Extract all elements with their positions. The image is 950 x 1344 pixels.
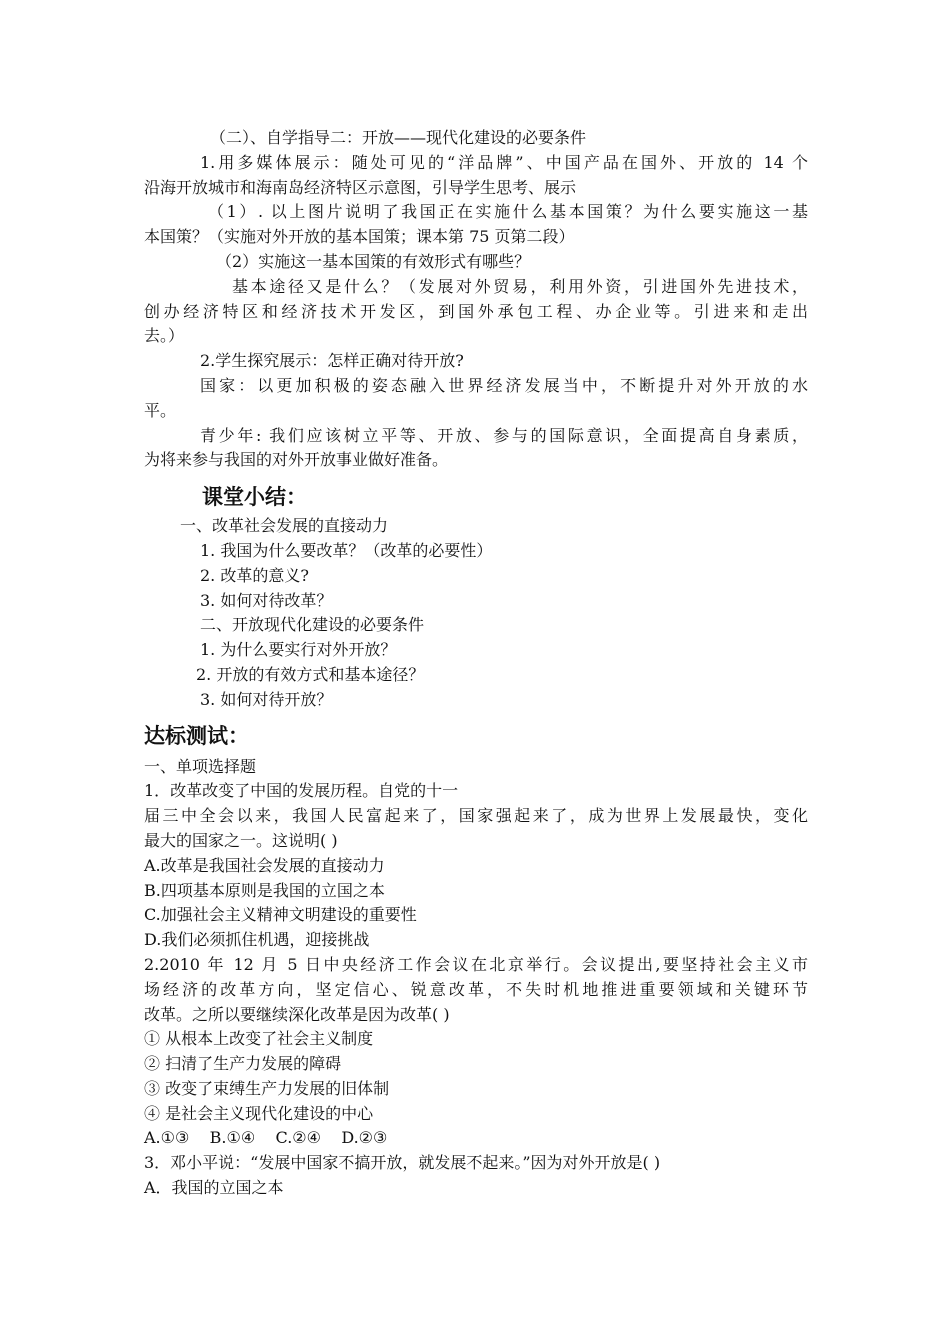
summary-item: 3. 如何对待改革？: [200, 590, 333, 610]
option-line: B.四项基本原则是我国的立国之本: [144, 880, 385, 900]
test-title: 达标测试：: [144, 722, 249, 748]
paragraph-line: 平。: [144, 400, 177, 420]
summary-item: 1. 为什么要实行对外开放？: [200, 640, 397, 660]
option-line: ① 从根本上改变了社会主义制度: [144, 1029, 374, 1049]
question-line: （2）实施这一基本国策的有效形式有哪些？: [216, 251, 531, 271]
paragraph-line: 青少年: 我们应该树立平等、开放、参与的国际意识，全面提高自身素质，: [200, 425, 808, 445]
question-line: 改革。之所以要继续深化改革是因为改革( ): [144, 1004, 450, 1024]
answer-line: 去。）: [144, 326, 185, 346]
answer-line: 基本途径又是什么？（发展对外贸易，利用外资，引进国外先进技术，: [232, 276, 808, 296]
answer-line: 创办经济特区和经济技术开发区，到国外承包工程、办企业等。引进来和走出: [144, 301, 808, 321]
summary-item: 一、改革社会发展的直接动力: [180, 516, 389, 536]
option-line: ② 扫清了生产力发展的障碍: [144, 1054, 342, 1074]
document-page: [144, 126, 808, 1201]
summary-item: 二、开放现代化建设的必要条件: [200, 615, 425, 635]
paragraph-line: 2.学生探究展示：怎样正确对待开放?: [200, 351, 464, 371]
summary-item: 3. 如何对待开放？: [200, 689, 333, 709]
question-line: 1．改革改变了中国的发展历程。自党的十一: [144, 781, 459, 801]
summary-item: 2. 改革的意义?: [200, 565, 309, 585]
question-line: 2.2010 年 12 月 5 日中央经济工作会议在北京举行。会议提出,要坚持社会主义市: [144, 954, 808, 974]
option-line: D.我们必须抓住机遇，迎接挑战: [144, 930, 370, 950]
question-line: 届三中全会以来，我国人民富起来了，国家强起来了，成为世界上发展最快，变化: [144, 806, 808, 826]
summary-title: 课堂小结：: [202, 484, 307, 510]
test-section: 一、单项选择题: [144, 756, 257, 776]
question-line: 3．邓小平说：“发展中国家不搞开放，就发展不起来。”因为对外开放是( ): [144, 1153, 661, 1173]
paragraph-line: 沿海开放城市和海南岛经济特区示意图，引导学生思考、展示: [144, 177, 577, 197]
option-line: A.①③ B.①④ C.②④ D.②③: [144, 1128, 388, 1148]
option-line: A.改革是我国社会发展的直接动力: [144, 855, 385, 875]
summary-item: 1. 我国为什么要改革？（改革的必要性）: [200, 540, 493, 560]
option-line: A．我国的立国之本: [144, 1178, 284, 1198]
paragraph-line: 1.用多媒体展示：随处可见的“洋品牌”、中国产品在国外、开放的 14 个: [200, 152, 808, 172]
option-line: ③ 改变了束缚生产力发展的旧体制: [144, 1078, 390, 1098]
question-line: 本国策？（实施对外开放的基本国策；课本第 75 页第二段）: [144, 227, 575, 247]
summary-item: 2. 开放的有效方式和基本途径？: [196, 664, 425, 684]
question-line: 最大的国家之一。这说明( ): [144, 830, 338, 850]
option-line: C.加强社会主义精神文明建设的重要性: [144, 905, 417, 925]
question-line: 场经济的改革方向，坚定信心、锐意改革，不失时机地推进重要领域和关键环节: [144, 979, 808, 999]
paragraph-line: 为将来参与我国的对外开放事业做好准备。: [144, 450, 449, 470]
option-line: ④ 是社会主义现代化建设的中心: [144, 1103, 374, 1123]
question-line: （1）. 以上图片说明了我国正在实施什么基本国策？为什么要实施这一基: [208, 202, 808, 222]
section2-heading: （二）、自学指导二：开放——现代化建设的必要条件: [210, 128, 587, 147]
paragraph-line: 国家：以更加积极的姿态融入世界经济发展当中，不断提升对外开放的水: [200, 375, 808, 395]
